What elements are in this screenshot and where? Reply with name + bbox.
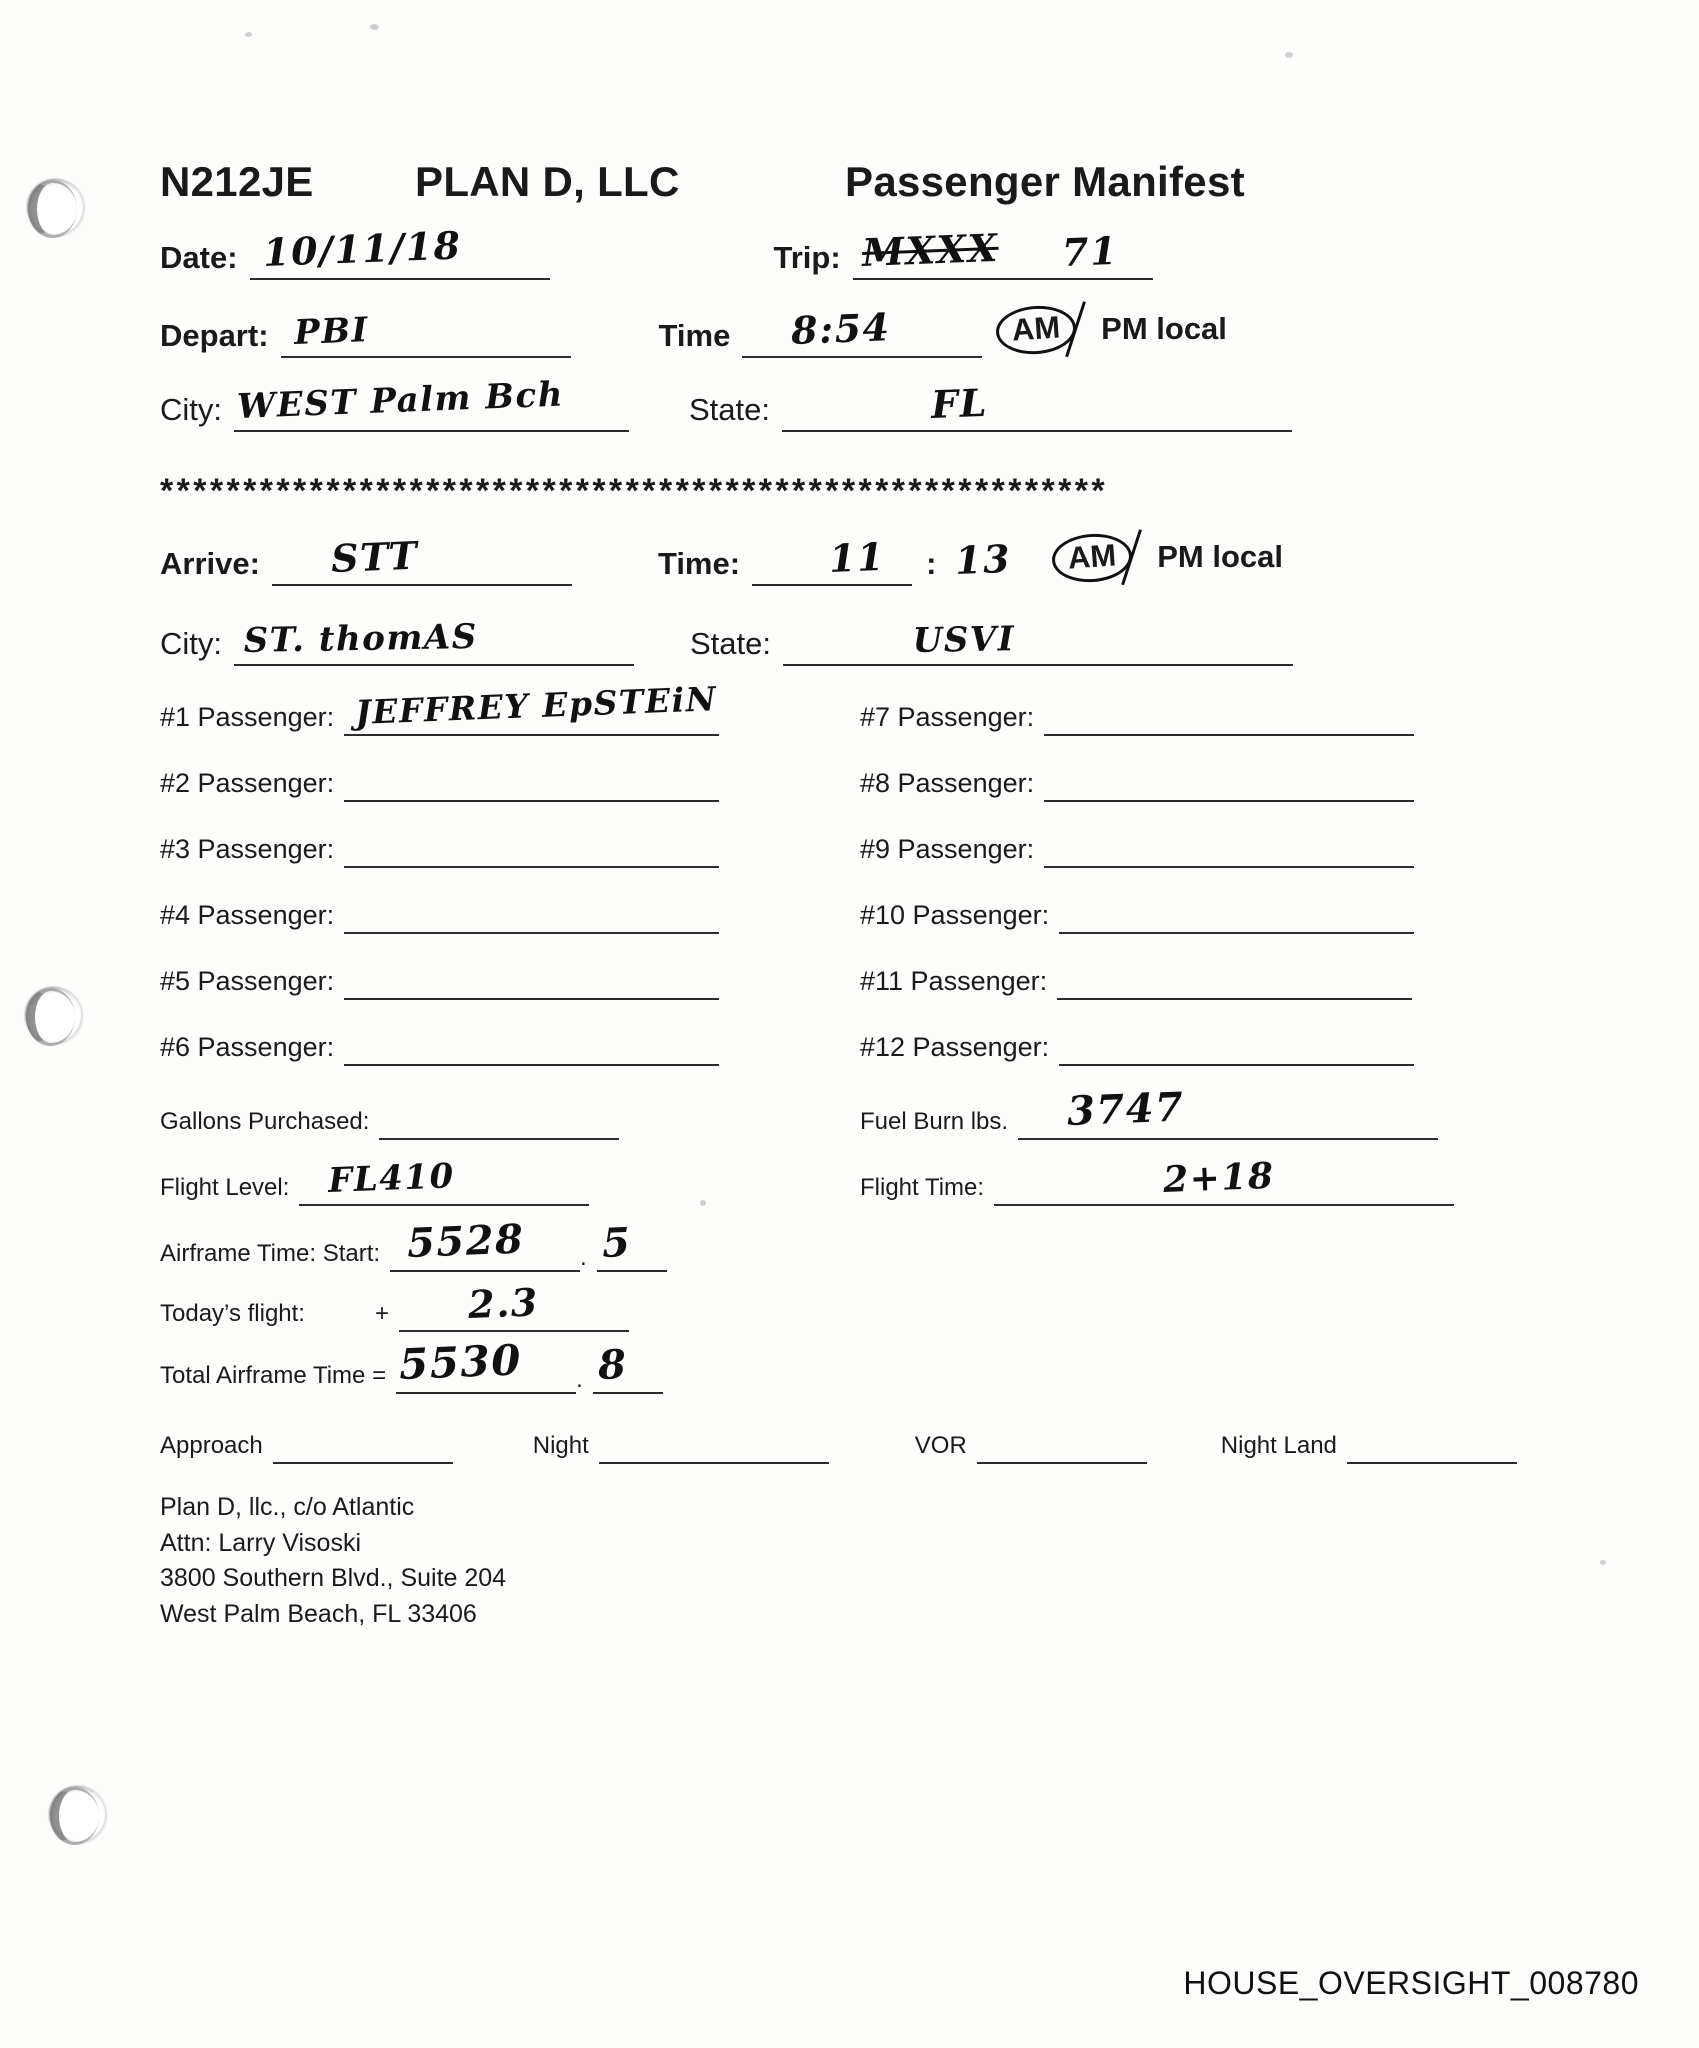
night-label: Night xyxy=(532,1432,589,1459)
arrive-state-label: State: xyxy=(690,626,771,661)
am-slash-icon xyxy=(1122,529,1143,585)
night-land-field[interactable] xyxy=(1347,1428,1517,1464)
date-label: Date: xyxy=(160,240,238,275)
am-slash-icon xyxy=(1066,301,1087,357)
passenger-cell-4 xyxy=(160,890,860,934)
arrive-time-row xyxy=(160,534,1580,586)
depart-time-label: Time xyxy=(658,318,731,353)
depart-time-row xyxy=(160,306,1580,358)
scan-speck xyxy=(1600,1560,1606,1565)
arrive-value: STT xyxy=(330,532,420,581)
passenger-cell-2 xyxy=(160,758,860,802)
passenger-input[interactable] xyxy=(344,1022,719,1066)
airframe-start-row: Airframe Time: Start: 5528 . 5 xyxy=(160,1222,1580,1272)
vor-label: VOR xyxy=(914,1432,967,1459)
passenger-cell-11 xyxy=(860,956,1580,1000)
arrive-city-value: ST. thomAS xyxy=(243,616,479,661)
arrive-time-minute-field[interactable] xyxy=(948,535,1038,586)
total-airframe-field[interactable] xyxy=(396,1335,576,1394)
am-selected[interactable] xyxy=(995,303,1078,356)
page-title: Passenger Manifest xyxy=(845,158,1245,205)
passenger-cell-5 xyxy=(160,956,860,1000)
todays-flight-label: Today’s flight: xyxy=(160,1300,305,1327)
trip-struck-value: MXXX xyxy=(860,224,1000,275)
depart-value: PBI xyxy=(292,310,370,353)
airframe-start-field[interactable] xyxy=(390,1215,580,1272)
airframe-start-decimal: 5 xyxy=(600,1218,633,1267)
pm-label: PM local xyxy=(1101,311,1227,346)
airframe-start-label: Airframe Time: Start: xyxy=(160,1240,381,1267)
am-label: AM xyxy=(1011,309,1062,348)
punch-hole-shadow-icon xyxy=(50,1787,99,1845)
passenger-label: #12 Passenger: xyxy=(860,1032,1050,1062)
passenger-row xyxy=(160,1022,1580,1066)
flight-level-value: FL410 xyxy=(327,1156,456,1201)
depart-city-field[interactable] xyxy=(234,374,629,432)
section-divider: ********************************************************* xyxy=(160,472,1108,510)
depart-state-label: State: xyxy=(689,392,770,427)
passenger-label: #5 Passenger: xyxy=(160,966,335,996)
passenger-label: #1 Passenger: xyxy=(160,702,335,732)
depart-city-row xyxy=(160,374,1580,432)
total-airframe-label: Total Airframe Time = xyxy=(160,1362,387,1389)
pm-label: PM local xyxy=(1157,539,1283,574)
depart-state-field[interactable] xyxy=(782,379,1292,432)
total-airframe-decimal: 8 xyxy=(596,1340,629,1389)
am-label: AM xyxy=(1067,537,1118,576)
am-selected[interactable] xyxy=(1051,531,1134,584)
company-name: PLAN D, LLC xyxy=(415,158,680,205)
passenger-row xyxy=(160,758,1580,802)
depart-field[interactable] xyxy=(281,310,571,358)
total-airframe-row: Total Airframe Time = 5530 . 8 xyxy=(160,1344,1580,1394)
return-address xyxy=(160,1490,1580,1632)
passenger-label: #8 Passenger: xyxy=(860,768,1035,798)
passenger-label: #11 Passenger: xyxy=(860,966,1048,996)
passenger-label: #3 Passenger: xyxy=(160,834,335,864)
arrive-label: Arrive: xyxy=(160,546,260,581)
punch-hole-shadow-icon xyxy=(28,180,77,238)
flight-time-group xyxy=(860,1154,1580,1206)
flight-time-field[interactable] xyxy=(994,1154,1454,1206)
flight-time-label: Flight Time: xyxy=(860,1174,985,1201)
arrive-time-hour: 11 xyxy=(828,533,886,581)
date-trip-row xyxy=(160,222,1580,280)
gallons-group xyxy=(160,1096,860,1140)
arrive-state-field[interactable] xyxy=(783,618,1293,666)
flight-level-label: Flight Level: xyxy=(160,1174,290,1201)
fuel-burn-field[interactable] xyxy=(1018,1083,1438,1140)
flight-level-field[interactable] xyxy=(299,1156,589,1206)
form-body xyxy=(160,0,1580,1632)
total-airframe-decimal-field[interactable] xyxy=(593,1340,663,1394)
passenger-cell-10 xyxy=(860,890,1580,934)
date-field[interactable] xyxy=(250,222,550,280)
fuel-burn-value: 3747 xyxy=(1066,1083,1186,1135)
passenger-input[interactable] xyxy=(344,679,719,736)
address-line: 3800 Southern Blvd., Suite 204 xyxy=(160,1564,507,1592)
depart-city-label: City: xyxy=(160,392,222,427)
approach-field[interactable] xyxy=(273,1428,453,1464)
passenger-input[interactable] xyxy=(344,824,719,868)
airframe-start-value: 5528 xyxy=(406,1215,526,1267)
passenger-label: #2 Passenger: xyxy=(160,768,335,798)
passenger-label: #4 Passenger: xyxy=(160,900,335,930)
bates-stamp: HOUSE_OVERSIGHT_008780 xyxy=(1183,1965,1639,2001)
fuel-row xyxy=(160,1083,1580,1140)
address-line: Plan D, llc., c/o Atlantic xyxy=(160,1493,415,1521)
passenger-label: #7 Passenger: xyxy=(860,702,1035,732)
arrive-time-label: Time: xyxy=(657,546,741,581)
form-header xyxy=(160,158,1580,206)
depart-time-field[interactable] xyxy=(742,304,982,358)
passenger-row xyxy=(160,824,1580,868)
gallons-field[interactable] xyxy=(379,1096,619,1140)
passenger-cell-7 xyxy=(860,692,1580,736)
total-airframe-value: 5530 xyxy=(398,1335,523,1389)
night-land-label: Night Land xyxy=(1220,1432,1337,1459)
approach-label: Approach xyxy=(160,1432,263,1459)
gallons-label: Gallons Purchased: xyxy=(160,1108,370,1135)
passenger-cell-8 xyxy=(860,758,1580,802)
fuel-burn-group xyxy=(860,1083,1580,1140)
passenger-cell-6 xyxy=(160,1022,860,1066)
flight-level-row xyxy=(160,1154,1580,1206)
arrive-time-minute: 13 xyxy=(954,535,1013,583)
passenger-input[interactable] xyxy=(344,956,719,1000)
passenger-cell-9 xyxy=(860,824,1580,868)
arrive-time-separator: : xyxy=(926,546,937,581)
arrive-time-hour-field[interactable] xyxy=(752,533,912,586)
passenger-grid xyxy=(160,679,1580,1066)
arrive-ampm[interactable] xyxy=(1052,534,1283,586)
todays-flight-plus: + xyxy=(374,1300,389,1327)
passenger-label: #6 Passenger: xyxy=(160,1032,335,1062)
arrive-city-row xyxy=(160,618,1580,666)
flight-level-group xyxy=(160,1156,860,1206)
address-line: Attn: Larry Visoski xyxy=(160,1528,362,1557)
passenger-label: #9 Passenger: xyxy=(860,834,1035,864)
arrive-city-label: City: xyxy=(160,626,222,661)
passenger-value: JEFFREY EpSTEiN xyxy=(354,679,719,732)
depart-ampm[interactable] xyxy=(996,306,1227,358)
passenger-input[interactable] xyxy=(1057,956,1412,1000)
passenger-input[interactable] xyxy=(1044,824,1414,868)
night-field[interactable] xyxy=(599,1428,829,1464)
passenger-cell-12 xyxy=(860,1022,1580,1066)
depart-time-value: 8:54 xyxy=(790,304,892,353)
trip-value: 71 xyxy=(1060,227,1119,275)
passenger-input[interactable] xyxy=(1059,890,1414,934)
todays-flight-row xyxy=(160,1279,1580,1332)
passenger-cell-1 xyxy=(160,679,860,736)
passenger-row xyxy=(160,890,1580,934)
punch-hole-shadow-icon xyxy=(26,988,75,1046)
approach-row xyxy=(160,1428,1580,1464)
todays-flight-value: 2.3 xyxy=(467,1279,540,1327)
fuel-burn-label: Fuel Burn lbs. xyxy=(860,1108,1009,1135)
depart-city-value: WEST Palm Bch xyxy=(236,374,565,427)
passenger-cell-3 xyxy=(160,824,860,868)
passenger-input[interactable] xyxy=(344,890,719,934)
tail-number: N212JE xyxy=(160,158,314,205)
address-line: West Palm Beach, FL 33406 xyxy=(160,1599,477,1628)
passenger-input[interactable] xyxy=(1044,758,1414,802)
passenger-input[interactable] xyxy=(344,758,719,802)
depart-state-value: FL xyxy=(930,379,989,427)
vor-field[interactable] xyxy=(977,1428,1147,1464)
trip-field[interactable] xyxy=(853,224,1153,280)
arrive-field[interactable] xyxy=(272,532,572,586)
airframe-start-decimal-field[interactable] xyxy=(597,1218,667,1272)
arrive-state-value: USVI xyxy=(912,619,1016,661)
passenger-row xyxy=(160,679,1580,736)
passenger-input[interactable] xyxy=(1044,692,1414,736)
date-value: 10/11/18 xyxy=(261,222,462,275)
trip-label: Trip: xyxy=(773,240,841,275)
passenger-input[interactable] xyxy=(1059,1022,1414,1066)
passenger-row xyxy=(160,956,1580,1000)
arrive-city-field[interactable] xyxy=(234,618,634,666)
todays-flight-field[interactable] xyxy=(399,1279,629,1332)
depart-label: Depart: xyxy=(160,318,269,353)
flight-time-value: 2+18 xyxy=(1162,1154,1276,1201)
passenger-label: #10 Passenger: xyxy=(860,900,1050,930)
